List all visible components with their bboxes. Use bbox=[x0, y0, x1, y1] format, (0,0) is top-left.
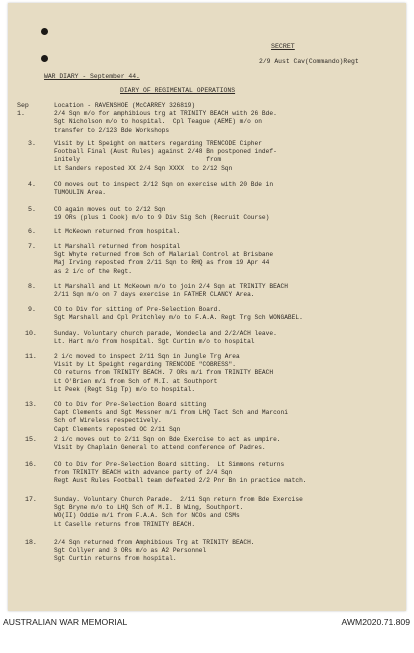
entry-line: TUMOULIN Area. bbox=[54, 189, 106, 197]
entry-date: 13. bbox=[25, 401, 37, 408]
entry-line: Capt Clements reposted OC 2/11 Sqn bbox=[54, 425, 181, 433]
classification-marking: SECRET bbox=[271, 43, 295, 50]
entry-line: Capt Clements and Sgt Messner m/i from LHQ Tact Sch and Marconi bbox=[54, 409, 288, 417]
entry-line: Sunday. Voluntary church parade, Wondecla and 2/2/ACH leave. bbox=[54, 330, 277, 337]
entry-line: Sunday. Voluntary Church Parade. 2/11 Sqn return from Bde Exercise bbox=[54, 496, 303, 503]
entry-date: 11. bbox=[25, 353, 37, 360]
entry-line: Lt McKeown returned from hospital. bbox=[54, 228, 181, 235]
entry-line: Visit by Lt Speight regarding TRENCODE "COBRESS". bbox=[54, 361, 236, 369]
entry-line: 2/11 Sqn m/o on 7 days exercise in FATHER CLANCY Area. bbox=[54, 291, 255, 299]
war-diary-heading: WAR DIARY - September 44. bbox=[44, 73, 140, 80]
archive-name: AUSTRALIAN WAR MEMORIAL bbox=[3, 617, 128, 627]
entry-date: 10. bbox=[25, 330, 37, 337]
entry-line: Visit by Lt Speight on matters regarding TRENCODE Cipher bbox=[54, 140, 262, 147]
entry-date: 15. bbox=[25, 436, 37, 443]
punch-hole bbox=[41, 55, 48, 62]
archive-reference: AWM2020.71.809 bbox=[341, 617, 410, 627]
entry-line: CO to Div for Pre-Selection Board sitting. Lt Simmons returns bbox=[54, 461, 285, 468]
entry-line: Football Final (Aust Rules) against 2/48 Bn postponed indef- bbox=[54, 148, 277, 156]
entry-line: Sgt Curtin returns from hospital. bbox=[54, 555, 177, 563]
entry-date: 5. bbox=[28, 206, 36, 213]
entry-line: from TRINITY BEACH with advance party of 2/4 Sqn bbox=[54, 469, 233, 477]
archive-footer bbox=[0, 617, 414, 637]
section-title: DIARY OF REGIMENTAL OPERATIONS bbox=[120, 87, 236, 94]
entry-line: Sch of Wireless respectively. bbox=[54, 417, 162, 425]
entry-line: transfer to 2/123 Bde Workshops bbox=[54, 126, 170, 134]
entry-line: Lt Marshall returned from hospital bbox=[54, 243, 181, 250]
entry-line: Lt Caselle returns from TRINITY BEACH. bbox=[54, 520, 196, 528]
entry-line: CO returns from TRINITY BEACH. 7 ORs m/i from TRINITY BEACH bbox=[54, 369, 274, 377]
entry-date: 4. bbox=[28, 181, 36, 188]
entry-line: as 2 i/c of the Regt. bbox=[54, 267, 132, 275]
entry-line: CO moves out to inspect 2/12 Sqn on exercise with 20 Bde in bbox=[54, 181, 274, 188]
entry-date: 6. bbox=[28, 228, 36, 235]
entry-line: Regt Aust Rules Football team defeated 2/2 Pnr Bn in practice match. bbox=[54, 477, 307, 485]
entry-line: 2/4 Sqn m/o for amphibious trg at TRINITY BEACH with 26 Bde. bbox=[54, 110, 277, 118]
punch-hole bbox=[41, 28, 48, 35]
entry-line: Maj Irving reposted from 2/11 Sqn to RHQ as from 19 Apr 44 bbox=[54, 259, 270, 267]
entry-line: 19 ORs (plus 1 Cook) m/o to 9 Div Sig Sch (Recruit Course) bbox=[54, 214, 270, 222]
entry-line: Lt Peek (Regt Sig Tp) m/o to hospital. bbox=[54, 385, 196, 393]
entry-line: Lt Sanders reposted XX 2/4 Sqn XXXX to 2/12 Sqn bbox=[54, 164, 233, 172]
entry-line: Lt Marshall and Lt McKeown m/o to join 2/4 Sqn at TRINITY BEACH bbox=[54, 283, 288, 290]
entry-line: initely from bbox=[54, 156, 222, 164]
entry-line: Lt. Hart m/o from hospital. Sgt Curtin m/o to hospital bbox=[54, 338, 255, 346]
entry-line: 2 i/c moves out to 2/11 Sqn on Bde Exercise to act as umpire. bbox=[54, 436, 281, 443]
entry-line: WO(II) Oddie m/i from F.A.A. Sch for NCOs and CSMs bbox=[54, 512, 240, 520]
entry-date: 7. bbox=[28, 243, 36, 250]
entry-line: Sgt Bryne m/o to LHQ Sch of M.I. B Wing, Southport. bbox=[54, 504, 244, 512]
entry-line: Visit by Chaplain General to attend conference of Padres. bbox=[54, 444, 266, 452]
entry-date: 18. bbox=[25, 539, 37, 546]
entry-line: Sgt Collyer and 3 ORs m/o as A2 Personnel bbox=[54, 547, 207, 555]
entry-date: 17. bbox=[25, 496, 37, 503]
entry-line: Location - RAVENSHOE (McCARREY 326819) bbox=[54, 102, 196, 109]
entry-line: CO again moves out to 2/12 Sqn bbox=[54, 206, 166, 213]
entry-date: 9. bbox=[28, 306, 36, 313]
entry-line: 2/4 Sqn returned from Amphibious Trg at TRINITY BEACH. bbox=[54, 539, 255, 546]
document-page bbox=[8, 3, 406, 611]
entry-date: Sep 1. bbox=[17, 102, 29, 118]
entry-line: Sgt Nicholson m/o to hospital. Cpl Teague (AEME) m/o on bbox=[54, 118, 262, 126]
entry-date: 3. bbox=[28, 140, 36, 147]
entry-line: Sgt Whyte returned from Sch of Malarial Control at Brisbane bbox=[54, 251, 274, 259]
entry-line: Sgt Marshall and Cpl Pritchley m/o to F.A.A. Regt Trg Sch WONGABEL. bbox=[54, 314, 303, 322]
unit-name: 2/9 Aust Cav(Commando)Regt bbox=[259, 58, 359, 65]
entry-line: CO to Div for Pre-Selection Board sitting bbox=[54, 401, 207, 408]
entry-date: 16. bbox=[25, 461, 37, 468]
entry-date: 8. bbox=[28, 283, 36, 290]
entry-line: 2 i/c moved to inspect 2/11 Sqn in Jungle Trg Area bbox=[54, 353, 240, 360]
entry-line: CO to Div for sitting of Pre-Selection Board. bbox=[54, 306, 222, 313]
entry-line: Lt O'Brien m/i from Sch of M.I. at Southport bbox=[54, 377, 218, 385]
